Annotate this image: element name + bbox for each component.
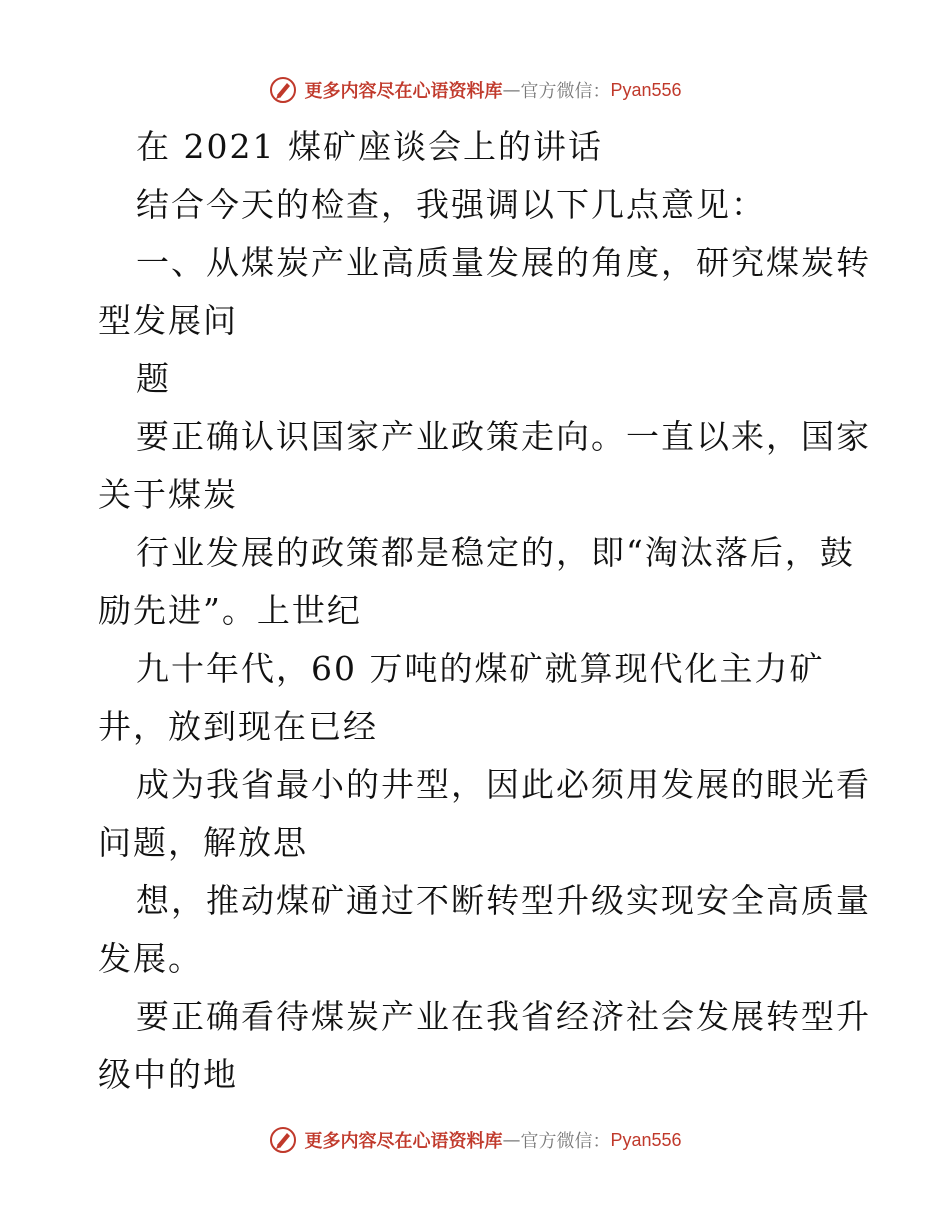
paragraph-line: 励先进”。上世纪: [98, 591, 362, 630]
paragraph-line: 关于煤炭: [98, 475, 238, 514]
watermark-dash: —: [502, 1129, 521, 1151]
logo-icon: [268, 75, 298, 105]
section-heading-line: 型发展问: [98, 301, 238, 340]
paragraph-line: 级中的地: [98, 1055, 238, 1094]
document-body: [98, 118, 871, 1104]
section-heading-line: 题: [136, 359, 171, 398]
paragraph-line: 想，推动煤矿通过不断转型升级实现安全高质量: [136, 881, 871, 920]
paragraph-line: 成为我省最小的井型，因此必须用发展的眼光看: [136, 765, 871, 804]
header-watermark: [0, 70, 950, 110]
watermark-main-text: 更多内容尽在心语资料库: [304, 1131, 503, 1152]
watermark-dash: —: [502, 79, 521, 101]
paragraph-line: 井，放到现在已经: [98, 707, 378, 746]
watermark-id: Pyan556: [610, 79, 682, 100]
section-heading-line: 一、从煤炭产业高质量发展的角度，研究煤炭转: [136, 243, 871, 282]
footer-watermark: [0, 1120, 950, 1160]
paragraph-line: 结合今天的检查，我强调以下几点意见：: [136, 185, 766, 224]
logo-icon: [268, 1125, 298, 1155]
paragraph-line: 问题，解放思: [98, 823, 308, 862]
watermark-main-text: 更多内容尽在心语资料库: [304, 81, 503, 102]
paragraph-line: 九十年代，60 万吨的煤矿就算现代化主力矿: [136, 649, 825, 688]
paragraph-line: 发展。: [98, 939, 203, 978]
watermark-sub-text: 官方微信：: [520, 1131, 611, 1152]
paragraph-line: 要正确认识国家产业政策走向。一直以来，国家: [136, 417, 871, 456]
watermark-sub-text: 官方微信：: [520, 81, 611, 102]
paragraph-line: 要正确看待煤炭产业在我省经济社会发展转型升: [136, 997, 871, 1036]
doc-title: 在 2021 煤矿座谈会上的讲话: [136, 127, 603, 166]
paragraph-line: 行业发展的政策都是稳定的，即“淘汰落后，鼓: [136, 533, 855, 572]
watermark-id: Pyan556: [610, 1129, 682, 1150]
